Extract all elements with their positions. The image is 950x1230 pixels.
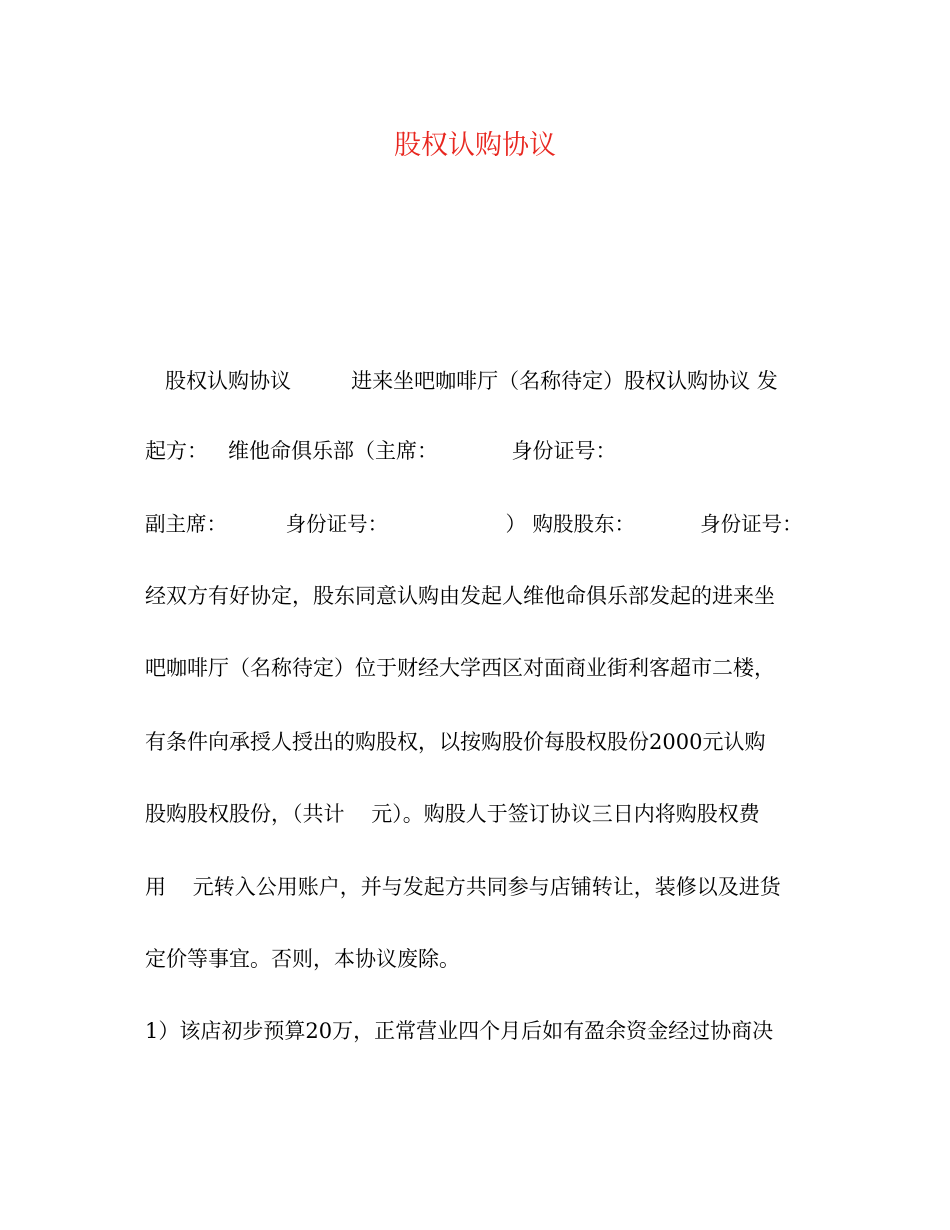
body-line-6: 有条件向承授人授出的购股权，以按购股价每股权股份2000元认购 (145, 730, 766, 754)
document-title: 股权认购协议 (394, 130, 556, 161)
body-line-3: 副主席： 身份证号： ） 购股股东： 身份证号： (145, 512, 803, 536)
body-line-1: 股权认购协议 进来坐吧咖啡厅（名称待定）股权认购协议 发 (145, 369, 778, 393)
body-line-9: 定价等事宜。否则，本协议废除。 (145, 947, 460, 971)
body-line-4: 经双方有好协定，股东同意认购由发起人维他命俱乐部发起的进来坐 (145, 584, 775, 608)
body-line-2: 起方： 维他命俱乐部（主席： 身份证号： (145, 439, 617, 463)
body-line-8: 用 元转入公用账户，并与发起方共同参与店铺转让，装修以及进货 (145, 875, 781, 899)
body-line-5: 吧咖啡厅（名称待定）位于财经大学西区对面商业街利客超市二楼， (145, 656, 775, 680)
body-line-10: 1）该店初步预算20万，正常营业四个月后如有盈余资金经过协商决 (145, 1019, 774, 1043)
body-line-7: 股购股权股份，（共计 元）。购股人于签订协议三日内将购股权费 (145, 802, 760, 826)
